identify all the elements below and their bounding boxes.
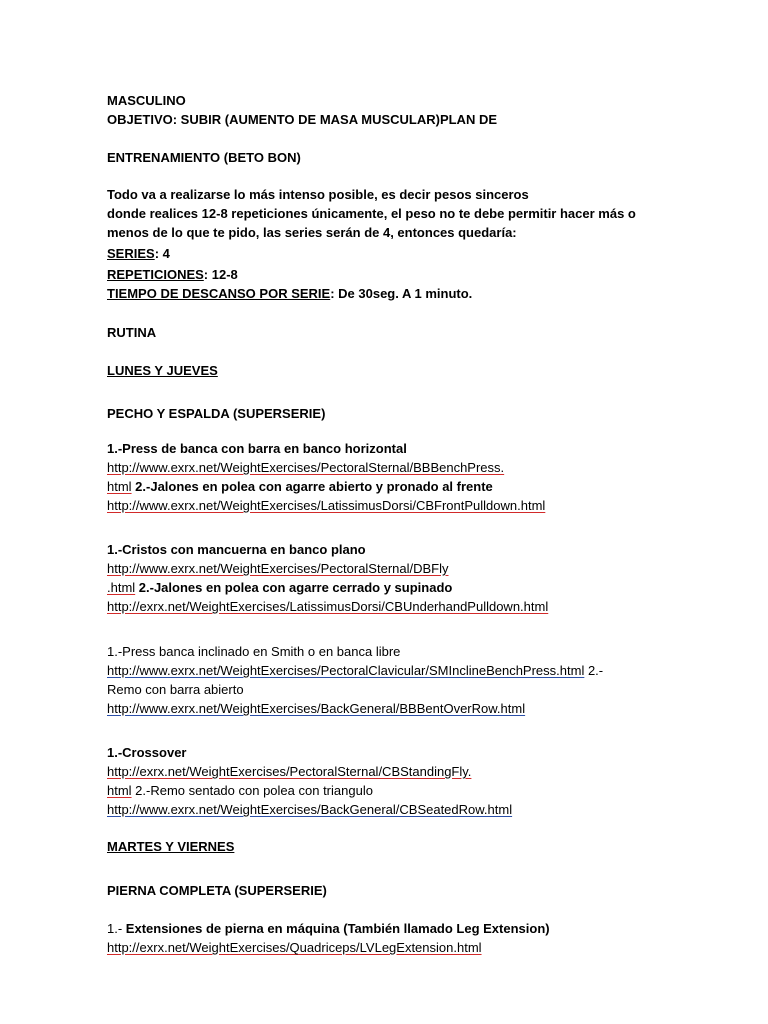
exercise-4b: 2.-Remo sentado con polea con triangulo bbox=[131, 783, 373, 798]
day-heading-mon-thu: LUNES Y JUEVES bbox=[107, 363, 218, 378]
exercise-link-incline-bench[interactable]: http://www.exrx.net/WeightExercises/PectoralClavicular/SMInclineBenchPress.html bbox=[107, 663, 585, 678]
exercise-link-underhand-pulldown[interactable]: http://exrx.net/WeightExercises/LatissimusDorsi/CBUnderhandPulldown.html bbox=[107, 599, 549, 614]
day-heading-tue-fri: MARTES Y VIERNES bbox=[107, 839, 235, 854]
exercise-1b: 2.-Jalones en polea con agarre abierto y pronado al frente bbox=[131, 479, 493, 494]
objective-heading: OBJETIVO: SUBIR (AUMENTO DE MASA MUSCULAR)PLAN DE bbox=[107, 112, 498, 127]
plan-title: ENTRENAMIENTO (BETO BON) bbox=[107, 150, 301, 165]
exercise-link-standing-fly-cont[interactable]: html bbox=[107, 783, 132, 798]
gender-heading: MASCULINO bbox=[107, 93, 186, 108]
exercise-link-bench-press[interactable]: http://www.exrx.net/WeightExercises/PectoralSternal/BBBenchPress. bbox=[107, 460, 505, 475]
exercise-link-leg-extension[interactable]: http://exrx.net/WeightExercises/Quadriceps/LVLegExtension.html bbox=[107, 940, 482, 955]
reps-line bbox=[107, 266, 238, 284]
link-line-4a bbox=[107, 763, 471, 781]
exercise-5a: Extensiones de pierna en máquina (También llamado Leg Extension) bbox=[125, 921, 550, 936]
link-line-1c bbox=[107, 497, 545, 515]
routine-heading: RUTINA bbox=[107, 325, 157, 340]
link-line-5a bbox=[107, 939, 482, 957]
exercise-link-bench-press-cont[interactable]: html bbox=[107, 479, 132, 494]
link-line-1b bbox=[107, 478, 493, 496]
exercise-2b: 2.-Jalones en polea con agarre cerrado y supinado bbox=[135, 580, 453, 595]
muscle-group-chest-back: PECHO Y ESPALDA (SUPERSERIE) bbox=[107, 406, 326, 421]
exercise-link-bent-over-row[interactable]: http://www.exrx.net/WeightExercises/BackGeneral/BBBentOverRow.html bbox=[107, 701, 526, 716]
exercise-4a: 1.-Crossover bbox=[107, 745, 187, 760]
rest-line bbox=[107, 285, 472, 303]
link-line-1a bbox=[107, 459, 504, 477]
exercise-link-front-pulldown[interactable]: http://www.exrx.net/WeightExercises/LatissimusDorsi/CBFrontPulldown.html bbox=[107, 498, 546, 513]
exercise-link-standing-fly[interactable]: http://exrx.net/WeightExercises/PectoralSternal/CBStandingFly. bbox=[107, 764, 472, 779]
exercise-link-seated-row[interactable]: http://www.exrx.net/WeightExercises/BackGeneral/CBSeatedRow.html bbox=[107, 802, 513, 817]
exercise-1a: 1.-Press de banca con barra en banco horizontal bbox=[107, 441, 407, 456]
exercise-3b-number: 2.- bbox=[584, 663, 604, 678]
intro-line-2: donde realices 12-8 repeticiones únicamente, el peso no te debe permitir hacer más o bbox=[107, 206, 636, 221]
series-line bbox=[107, 245, 170, 263]
exercise-link-db-fly-cont[interactable]: .html bbox=[107, 580, 136, 595]
link-line-2b bbox=[107, 579, 452, 597]
exercise-3a: 1.-Press banca inclinado en Smith o en banca libre bbox=[107, 644, 401, 659]
link-line-2c bbox=[107, 598, 548, 616]
reps-value: : 12-8 bbox=[203, 267, 238, 282]
intro-line-1: Todo va a realizarse lo más intenso posible, es decir pesos sinceros bbox=[107, 187, 529, 202]
rest-value: : De 30seg. A 1 minuto. bbox=[330, 286, 473, 301]
intro-line-3: menos de lo que te pido, las series serán de 4, entonces quedaría: bbox=[107, 225, 517, 240]
series-value: : 4 bbox=[154, 246, 170, 261]
link-line-3b bbox=[107, 700, 525, 718]
rest-label: TIEMPO DE DESCANSO POR SERIE bbox=[107, 286, 331, 301]
link-line-4c bbox=[107, 801, 512, 819]
muscle-group-legs: PIERNA COMPLETA (SUPERSERIE) bbox=[107, 883, 327, 898]
reps-label: REPETICIONES bbox=[107, 267, 204, 282]
exercise-3b: Remo con barra abierto bbox=[107, 682, 244, 697]
exercise-link-db-fly[interactable]: http://www.exrx.net/WeightExercises/PectoralSternal/DBFly bbox=[107, 561, 449, 576]
link-line-3a bbox=[107, 662, 603, 680]
link-line-4b bbox=[107, 782, 373, 800]
link-line-2a bbox=[107, 560, 449, 578]
exercise-5a-line bbox=[107, 920, 550, 938]
exercise-5a-number: 1.- bbox=[107, 921, 126, 936]
series-label: SERIES bbox=[107, 246, 155, 261]
exercise-2a: 1.-Cristos con mancuerna en banco plano bbox=[107, 542, 366, 557]
